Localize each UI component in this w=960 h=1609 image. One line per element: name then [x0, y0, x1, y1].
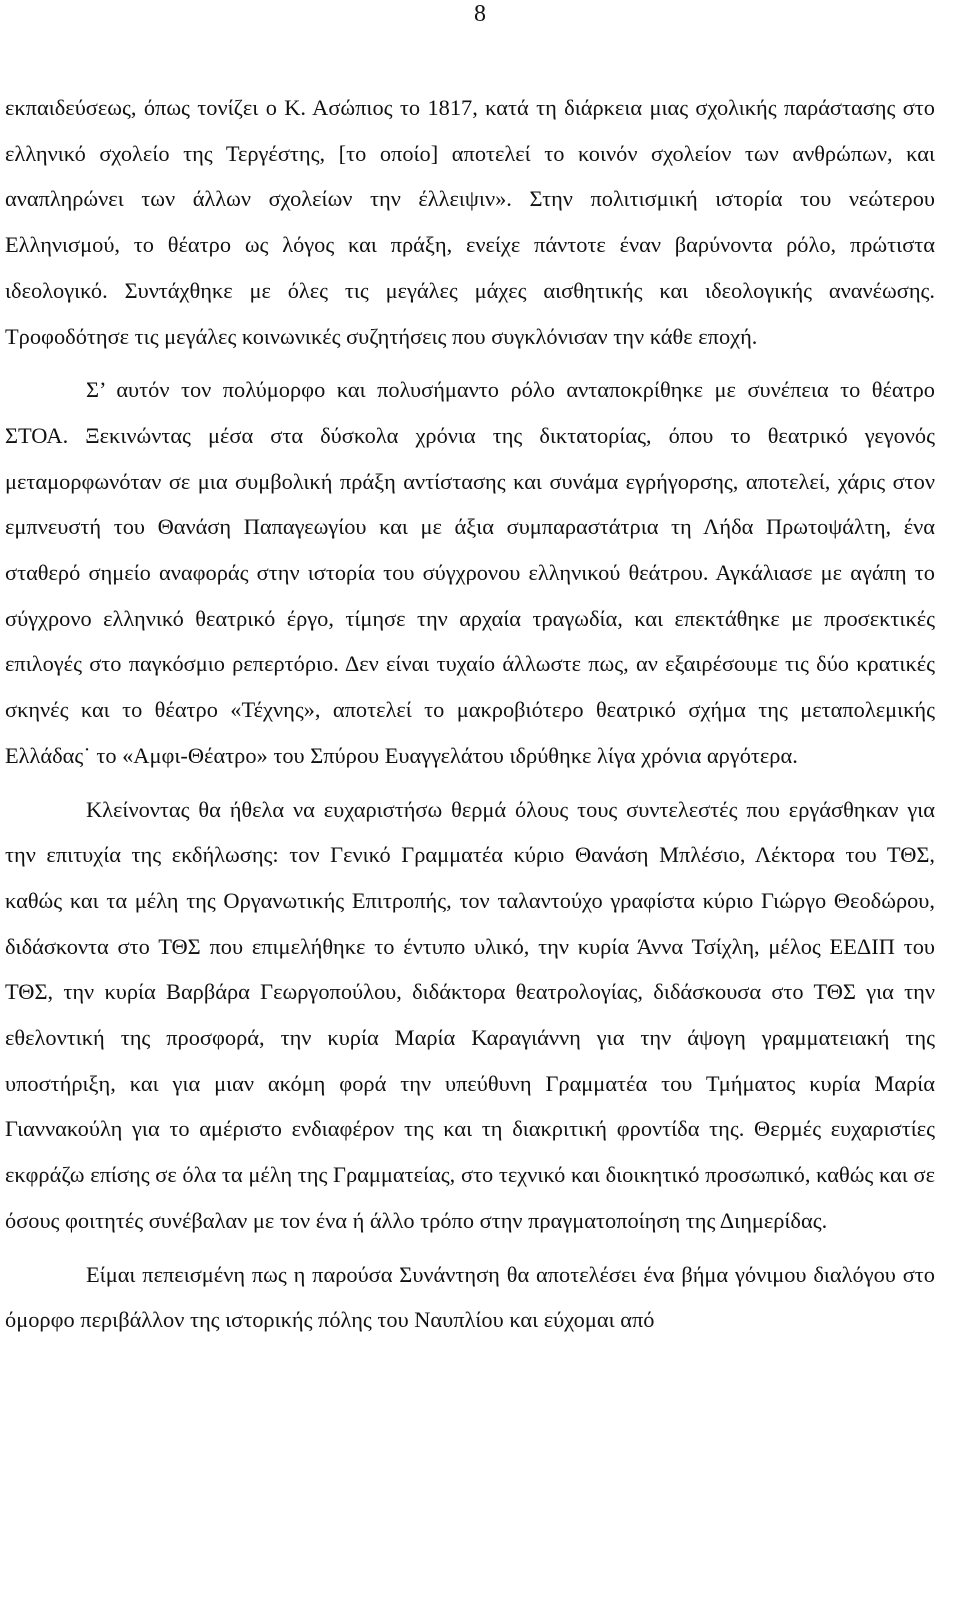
paragraph: Κλείνοντας θα ήθελα να ευχαριστήσω θερμά όλους τους συντελεστές που εργάσθηκαν για την επιτυχία της εκδήλωσης: τον Γενικό Γραμματέα κύριο Θανάση Μπλέσιο, Λέκτορα του ΤΘΣ, καθώς και τα μέλη της Οργανωτικής Επιτροπής, τον ταλαντούχο γραφίστα κύριο Γιώργο Θεοδώρου, διδάσκοντα στο ΤΘΣ που επιμελήθηκε το έντυπο υλικό, την κυρία Άννα Τσίχλη, μέλος ΕΕΔΙΠ του ΤΘΣ, την κυρία Βαρβάρα Γεωργοπούλου, διδάκτορα θεατρολογίας, διδάσκουσα στο ΤΘΣ για την εθελοντική της προσφορά, την κυρία Μαρία Καραγιάννη για την άψογη γραμματειακή της υποστήριξη, και για μιαν ακόμη φορά την υπεύθυνη Γραμματέα του Τμήματος κυρία Μαρία Γιαννακούλη για το αμέριστο ενδιαφέρον της και τη διακριτική φροντίδα της. Θερμές ευχαριστίες εκφράζω επίσης σε όλα τα μέλη της Γραμματείας, στο τεχνικό και διοικητικό προσωπικό, καθώς και σε όσους φοιτητές συνέβαλαν με τον ένα ή άλλο τρόπο στην πραγματοποίηση της Διημερίδας.	[5, 796, 935, 1233]
paragraph: Σ’ αυτόν τον πολύμορφο και πολυσήμαντο ρόλο ανταποκρίθηκε με συνέπεια το θέατρο ΣΤΟΑ. Ξεκινώντας μέσα στα δύσκολα χρόνια της δικτατορίας, όπου το θεατρικό γεγονός μεταμορφωνόταν σε μια συμβολική πράξη αντίστασης και συνάμα εγρήγορσης, αποτελεί, χάρις στον εμπνευστή του Θανάση Παπαγεωγίου και με άξια συμπαραστάτρια τη Λήδα Πρωτοψάλτη, ένα σταθερό σημείο αναφοράς στην ιστορία του σύγχρονου ελληνικού θεάτρου. Αγκάλιασε με αγάπη το σύγχρονο ελληνικό θεατρικό έργο, τίμησε την αρχαία τραγωδία, και επεκτάθηκε με προσεκτικές επιλογές στο παγκόσμιο ρεπερτόριο. Δεν είναι τυχαίο άλλωστε πως, αν εξαιρέσουμε τις δύο κρατικές σκηνές και το θέατρο «Τέχνης», αποτελεί το μακροβιότερο θεατρικό σχήμα της μεταπολεμικής Ελλάδας˙ το «Αμφι-Θέατρο» του Σπύρου Ευαγγελάτου ιδρύθηκε λίγα χρόνια αργότερα.	[5, 377, 935, 768]
paragraph: Είμαι πεπεισμένη πως η παρούσα Συνάντηση θα αποτελέσει ένα βήμα γόνιμου διαλόγου στο όμορφο περιβάλλον της ιστορικής πόλης του Ναυπλίου και εύχομαι από	[5, 1261, 935, 1333]
paragraph: εκπαιδεύσεως, όπως τονίζει ο Κ. Ασώπιος το 1817, κατά τη διάρκεια μιας σχολικής παράστασης στο ελληνικό σχολείο της Τεργέστης, [το οποίο] αποτελεί το κοινόν σχολείον των ανθρώπων, και αναπληρώνει των άλλων σχολείων την έλλειψιν». Στην πολιτισμική ιστορία του νεώτερου Ελληνισμού, το θέατρο ως λόγος και πράξη, ενείχε πάντοτε έναν βαρύνοντα ρόλο, πρώτιστα ιδεολογικό. Συντάχθηκε με όλες τις μεγάλες μάχες αισθητικής και ιδεολογικής ανανέωσης. Τροφοδότησε τις μεγάλες κοινωνικές συζητήσεις που συγκλόνισαν την κάθε εποχή.	[5, 95, 935, 349]
page-number: 8	[474, 1, 486, 27]
document-body	[5, 85, 935, 1343]
